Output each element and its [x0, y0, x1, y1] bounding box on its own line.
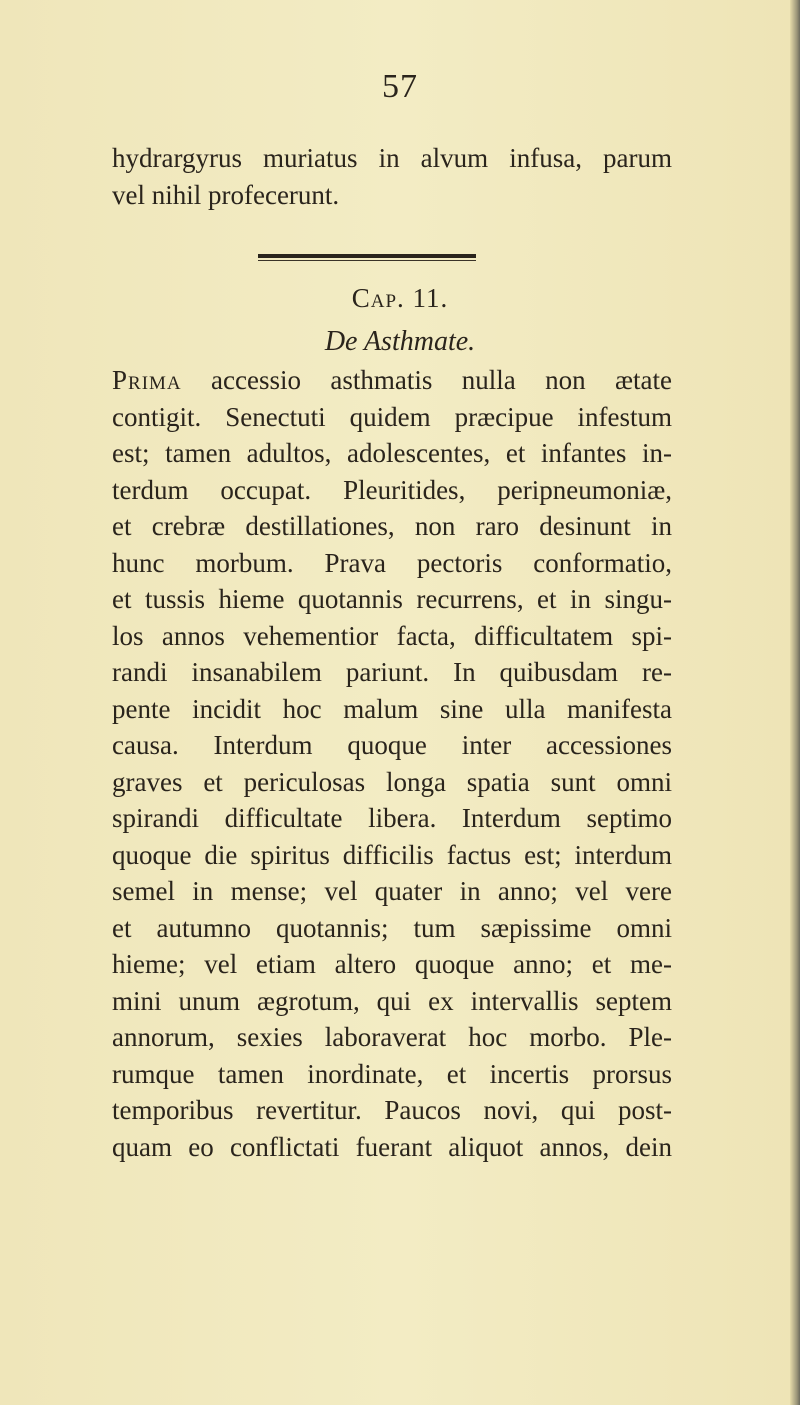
text-line: causa. Interdum quoque inter accessiones	[112, 730, 672, 760]
text-line: mini unum ægrotum, qui ex intervallis septem	[112, 985, 672, 1016]
text-line: randi insanabilem pariunt. In quibusdam re-	[112, 657, 672, 687]
text-line: et tussis hieme quotannis recurrens, et in singu-	[112, 584, 672, 614]
text-line: hunc morbum. Prava pectoris conformatio,	[112, 547, 672, 578]
chapter-heading: Cap. 11.	[351, 283, 449, 313]
text-line: los annos vehementior facta, difficultatem spi-	[112, 620, 672, 651]
text-line-first	[112, 362, 672, 399]
text-line: hieme; vel etiam altero quoque anno; et me-	[112, 949, 672, 979]
text-line: quam eo conflictati fuerant aliquot annos, dein	[112, 1131, 672, 1162]
text-line: rumque tamen inordinate, et incertis prorsus	[112, 1058, 672, 1089]
text-line: et crebræ destillationes, non raro desinunt in	[112, 511, 672, 541]
chapter-title: De Asthmate.	[324, 326, 476, 357]
text-line: spirandi difficultate libera. Interdum septimo	[112, 803, 672, 833]
text-line: temporibus revertitur. Paucos novi, qui post-	[112, 1095, 672, 1125]
text-line: quoque die spiritus difficilis factus est; interdum	[112, 839, 672, 870]
text-line: et autumno quotannis; tum sæpissime omni	[112, 912, 672, 943]
first-line-text: accessio asthmatis nulla non ætate	[181, 365, 672, 395]
body-paragraph	[112, 362, 672, 1165]
section-divider	[258, 254, 476, 258]
text-line: pente incidit hoc malum sine ulla manifesta	[112, 693, 672, 724]
text-line: vel nihil profecerunt.	[112, 179, 340, 210]
text-line: annorum, sexies laboraverat hoc morbo. Ple-	[112, 1022, 672, 1052]
section-divider-thin	[258, 260, 476, 261]
text-line: semel in mense; vel quater in anno; vel vere	[112, 876, 672, 906]
text-line: est; tamen adultos, adolescentes, et infantes in-	[112, 438, 672, 468]
text-line: hydrargyrus muriatus in alvum infusa, parum	[112, 143, 672, 173]
opening-word: Prima	[112, 365, 182, 395]
text-line: contigit. Senectuti quidem præcipue infestum	[112, 401, 672, 432]
text-line: terdum occupat. Pleuritides, peripneumoniæ,	[112, 474, 672, 505]
page-number: 57	[382, 68, 418, 105]
text-line: graves et periculosas longa spatia sunt omni	[112, 766, 672, 797]
intro-paragraph	[112, 140, 672, 213]
page-edge-shadow	[790, 0, 800, 1405]
